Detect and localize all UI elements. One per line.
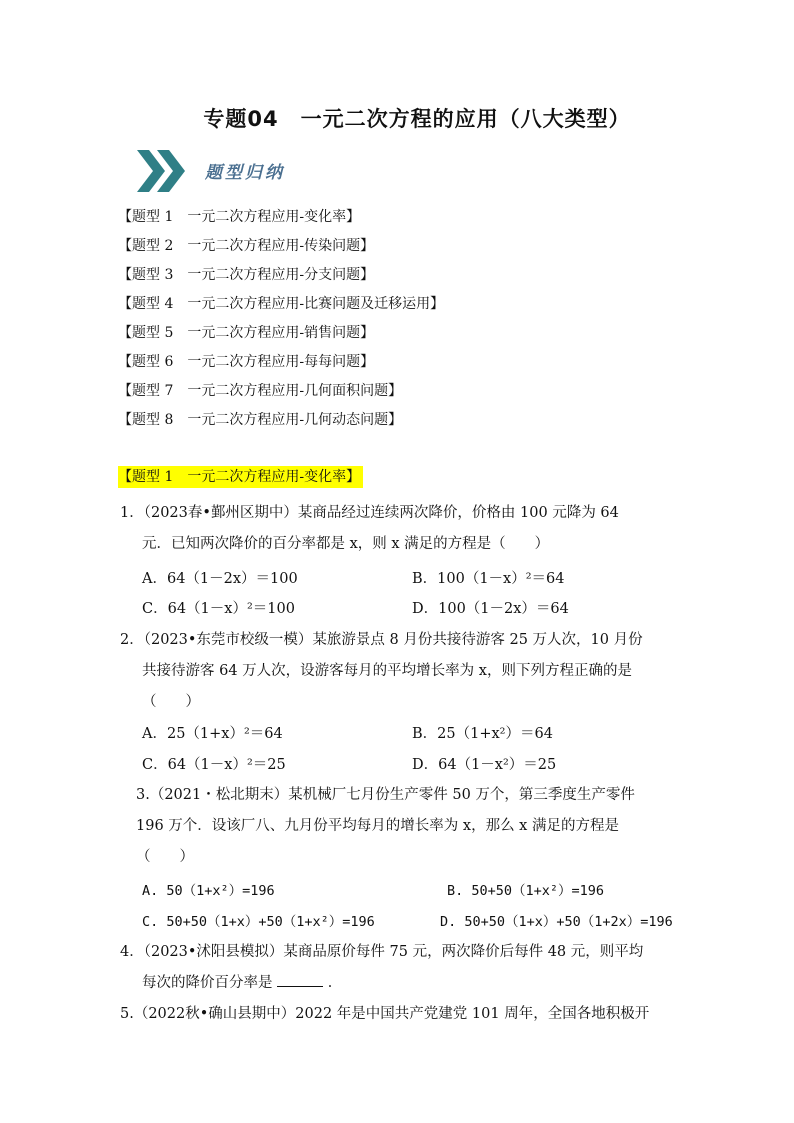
- section-banner-label: 题型归纳: [205, 163, 285, 183]
- question-text-part: ．: [327, 975, 343, 991]
- question-text: 1．（2023春•鄞州区期中）某商品经过连续两次降价，价格由 100 元降为 64: [120, 505, 619, 521]
- toc-item: 【题型 5 一元二次方程应用-销售问题】: [118, 325, 375, 341]
- question-text-part: 每次的降价百分率是: [142, 975, 273, 991]
- question-text: （ ）: [142, 694, 200, 710]
- toc-item: 【题型 3 一元二次方程应用-分支问题】: [118, 267, 375, 283]
- section-heading-type1: 【题型 1 一元二次方程应用-变化率】: [118, 466, 363, 488]
- option-c: C．64（1－x）²＝100: [142, 601, 295, 617]
- question-text: 196 万个．设该厂八、九月份平均每月的增长率为 x，那么 x 满足的方程是: [136, 818, 619, 834]
- option-c: C．64（1－x）²＝25: [142, 757, 286, 773]
- page-title: 专题04 一元二次方程的应用（八大类型）: [203, 107, 631, 131]
- option-d: D. 50+50（1+x）+50（1+2x）=196: [440, 914, 673, 930]
- question-3: [136, 784, 635, 877]
- option-b: B．100（1－x）²＝64: [412, 571, 565, 587]
- option-b: B. 50+50（1+x²）=196: [447, 883, 605, 899]
- question-text: 3.（2021・松北期末）某机械厂七月份生产零件 50 万个，第三季度生产零件: [136, 787, 635, 803]
- answer-blank[interactable]: [277, 972, 323, 987]
- toc-item: 【题型 8 一元二次方程应用-几何动态问题】: [118, 412, 403, 428]
- option-a: A．64（1－2x）＝100: [142, 571, 298, 587]
- toc-item: 【题型 6 一元二次方程应用-每每问题】: [118, 354, 375, 370]
- double-chevron-icon: [133, 146, 193, 196]
- question-4: [120, 941, 643, 1003]
- question-text: [120, 972, 643, 1003]
- question-text: 元．已知两次降价的百分率都是 x，则 x 满足的方程是（ ）: [142, 536, 550, 552]
- option-b: B．25（1+x²）＝64: [412, 726, 553, 742]
- question-text: 2．（2023•东莞市校级一模）某旅游景点 8 月份共接待游客 25 万人次，10 月份: [120, 632, 643, 648]
- option-a: A．25（1+x）²＝64: [142, 726, 283, 742]
- question-2: [120, 629, 643, 722]
- question-5: [120, 1003, 649, 1034]
- question-text: 共接待游客 64 万人次，设游客每月的平均增长率为 x，则下列方程正确的是: [142, 663, 632, 679]
- question-1: [120, 502, 619, 564]
- question-text: 5.（2022秋•确山县期中）2022 年是中国共产党建党 101 周年，全国各地积极开: [120, 1006, 650, 1022]
- option-d: D．64（1－x²）＝25: [412, 757, 557, 773]
- question-type-list: [118, 207, 444, 439]
- toc-item: 【题型 7 一元二次方程应用-几何面积问题】: [118, 383, 403, 399]
- toc-item: 【题型 1 一元二次方程应用-变化率】: [118, 209, 361, 225]
- question-text: （ ）: [136, 849, 194, 865]
- toc-item: 【题型 4 一元二次方程应用-比赛问题及迁移运用】: [118, 296, 445, 312]
- option-a: A. 50（1+x²）=196: [142, 883, 275, 899]
- option-c: C. 50+50（1+x）+50（1+x²）=196: [142, 914, 375, 930]
- question-text: 4．（2023•沭阳县模拟）某商品原价每件 75 元，两次降价后每件 48 元，则平均: [120, 944, 644, 960]
- toc-item: 【题型 2 一元二次方程应用-传染问题】: [118, 238, 375, 254]
- option-d: D．100（1－2x）＝64: [412, 601, 569, 617]
